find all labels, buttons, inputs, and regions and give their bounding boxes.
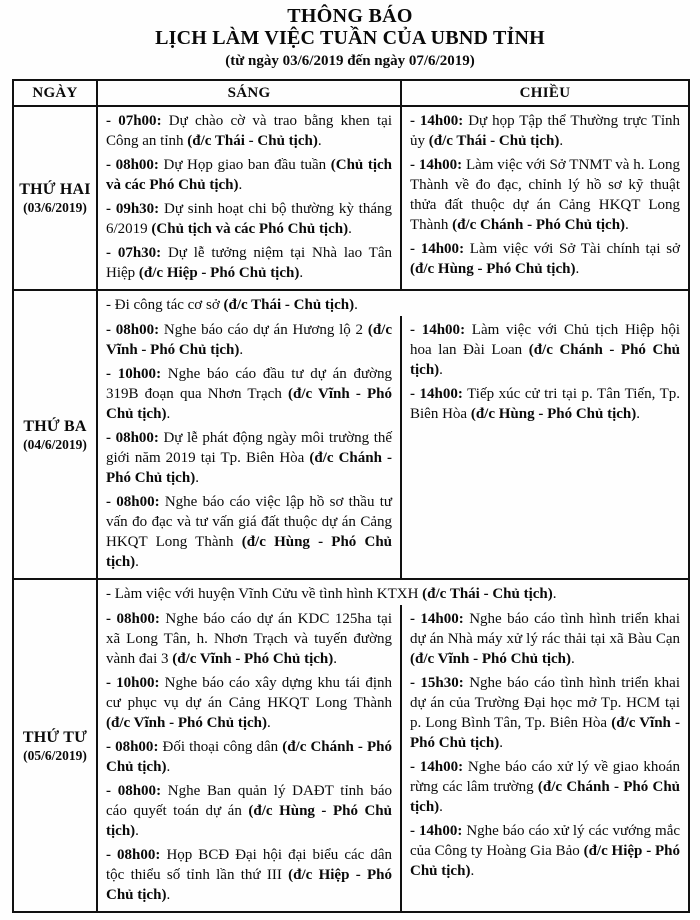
item-time: 14h00	[418, 823, 458, 839]
item-text: Nghe báo cáo dự án KDC 125ha tại xã Long Tân, h. Nhơn Trạch và tuyến đường vành đai 3	[106, 611, 393, 667]
item-time-prefix: - 15h30:	[410, 675, 464, 691]
day-date: (04/6/2019)	[23, 436, 87, 452]
item-text: Nghe báo cáo dự án Hương lộ 2	[163, 322, 364, 338]
schedule-item: - 07h00: Dự chào cờ và trao bằng khen tại Công an tỉnh (đ/c Thái - Chủ tịch).	[106, 113, 393, 149]
schedule-item: - 14h00: Nghe báo cáo tình hình triển khai dự án Nhà máy xử lý rác thải tại xã Bàu Cạn (đ/c Vĩnh - Phó Chủ tịch).	[410, 611, 680, 667]
schedule-item: - 08h00: Dự Họp giao ban đầu tuần (Chủ tịch và các Phó Chủ tịch).	[106, 157, 392, 193]
item-text: Dự Họp giao ban đầu tuần	[163, 157, 327, 173]
item-assignee-wrap: (đ/c Chánh - Phó Chủ tịch)	[452, 217, 626, 233]
item-time: 07h00	[118, 113, 157, 129]
item-time-prefix: - 14h00:	[410, 241, 465, 257]
notice-title: THÔNG BÁO	[287, 5, 413, 27]
day-name: THỨ TƯ	[22, 728, 88, 746]
item-time-prefix: - 07h00:	[106, 113, 162, 129]
item-time-prefix: - 14h00:	[410, 611, 464, 627]
afternoon-cell	[402, 107, 688, 289]
schedule-item: - 15h30: Nghe báo cáo tình hình triển khai dự án của Trường Đại học mở Tp. HCM tại p. Long Bình Tân, Tp. Biên Hòa (đ/c Vĩnh - Phó Chủ tịch).	[410, 675, 680, 751]
day-content-cell	[97, 579, 689, 912]
item-time: 14h00	[418, 157, 458, 173]
item-assignee-wrap: (Chủ tịch và các Phó Chủ tịch)	[151, 221, 349, 237]
item-assignee-wrap: (đ/c Hùng - Phó Chủ tịch)	[106, 803, 392, 839]
item-assignee: đ/c Vĩnh - Phó Chủ tịch	[106, 386, 393, 422]
schedule-item: - 10h00: Nghe báo cáo đầu tư dự án đường 319B đoạn qua Nhơn Trạch (đ/c Vĩnh - Phó Chủ tịch).	[106, 366, 393, 422]
item-text: Nghe báo cáo xây dựng khu tái định cư phục vụ dự án Cảng HKQT Long Thành	[106, 675, 392, 711]
item-time: 08h00	[116, 611, 155, 627]
day-name: THỨ BA	[23, 417, 87, 435]
item-assignee-wrap: (đ/c Thái - Chủ tịch)	[428, 133, 560, 149]
item-assignee: Chủ tịch và các Phó Chủ tịch	[156, 221, 344, 237]
item-assignee: đ/c Hùng - Phó Chủ tịch	[415, 261, 571, 277]
item-text: Làm việc với Chủ tịch Hiệp hội hoa lan Đài Loan	[410, 322, 680, 358]
item-text: Nghe báo cáo tình hình triển khai dự án Nhà máy xử lý rác thải tại xã Bàu Cạn	[410, 611, 680, 647]
item-time: 09h30	[115, 201, 155, 217]
morning-cell	[98, 107, 402, 289]
item-time: 08h00	[117, 847, 156, 863]
all-day-items	[98, 291, 688, 315]
item-time: 08h00	[115, 322, 155, 338]
item-assignee-wrap: (đ/c Vĩnh - Phó Chủ tịch)	[106, 322, 392, 358]
notice-date-range: (từ ngày 03/6/2019 đến ngày 07/6/2019)	[225, 53, 475, 69]
item-assignee: đ/c Hùng - Phó Chủ tịch	[106, 803, 392, 839]
item-assignee: đ/c Thái - Chủ tịch	[228, 297, 350, 313]
schedule-item: - 08h00: Nghe Ban quản lý DAĐT tỉnh báo cáo quyết toán dự án (đ/c Hùng - Phó Chủ tịch).	[106, 783, 392, 839]
morning-afternoon-columns	[98, 107, 688, 289]
schedule-row	[13, 106, 689, 290]
item-assignee: đ/c Hiệp - Phó Chủ tịch	[143, 265, 295, 281]
item-assignee: đ/c Thái - Chủ tịch	[192, 133, 313, 149]
item-time: 14h00	[419, 113, 459, 129]
day-date: (03/6/2019)	[23, 200, 87, 215]
schedule-item: - Làm việc với huyện Vĩnh Cửu về tình hình KTXH (đ/c Thái - Chủ tịch).	[106, 586, 557, 602]
item-assignee: đ/c Chánh - Phó Chủ tịch	[106, 450, 392, 486]
item-assignee-wrap: (đ/c Thái - Chủ tịch)	[187, 133, 318, 149]
item-text: Đi công tác cơ sở	[114, 297, 220, 313]
item-assignee-wrap: (đ/c Vĩnh - Phó Chủ tịch)	[410, 715, 680, 751]
item-time-prefix: - 10h00:	[106, 366, 162, 382]
item-text: Nghe báo cáo đầu tư dự án đường 319B đoạn qua Nhơn Trạch	[106, 366, 393, 402]
item-assignee: đ/c Thái - Chủ tịch	[433, 133, 555, 149]
schedule-item: - 08h00: Nghe báo cáo dự án Hương lộ 2 (đ/c Vĩnh - Phó Chủ tịch).	[106, 322, 392, 358]
item-assignee: đ/c Vĩnh - Phó Chủ tịch	[106, 322, 392, 358]
item-text: Dự họp Tập thể Thường trực Tỉnh ủy	[410, 113, 680, 149]
header-cell-afternoon: CHIỀU	[401, 80, 689, 106]
item-text: Làm việc với Sở TNMT và h. Long Thành về đo đạc, chỉnh lý hồ sơ kỹ thuật thửa đất thuộc dự án Cảng HKQT Long Thành	[410, 157, 681, 233]
item-text: Làm việc với Sở Tài chính tại sở	[469, 241, 681, 257]
item-time-prefix: - 14h00:	[410, 113, 464, 129]
item-text: Dự chào cờ và trao bằng khen tại Công an tỉnh	[106, 113, 393, 149]
schedule-item: - 14h00: Làm việc với Chủ tịch Hiệp hội hoa lan Đài Loan (đ/c Chánh - Phó Chủ tịch).	[410, 322, 681, 378]
day-content-cell	[97, 290, 689, 579]
day-name: THỨ HAI	[19, 181, 91, 198]
item-assignee-wrap: (đ/c Chánh - Phó Chủ tịch)	[106, 739, 393, 775]
schedule-row	[13, 579, 689, 912]
item-time: 08h00	[115, 739, 154, 755]
item-assignee-wrap: (đ/c Vĩnh - Phó Chủ tịch)	[410, 651, 572, 667]
schedule-item: - 08h00: Đối thoại công dân (đ/c Chánh - Phó Chủ tịch).	[106, 739, 393, 775]
item-assignee: Chủ tịch và các Phó Chủ tịch	[106, 157, 392, 193]
item-time-prefix: - 08h00:	[106, 494, 160, 510]
item-assignee: đ/c Thái - Chủ tịch	[427, 586, 548, 602]
item-time: 08h00	[115, 430, 154, 446]
day-content-cell	[97, 106, 689, 290]
schedule-item: - Đi công tác cơ sở (đ/c Thái - Chủ tịch).	[106, 297, 358, 313]
schedule-item: - 14h00: Dự họp Tập thể Thường trực Tỉnh ủy (đ/c Thái - Chủ tịch).	[410, 113, 680, 149]
item-time-prefix: - 08h00:	[106, 739, 159, 755]
item-assignee: đ/c Hùng - Phó Chủ tịch	[106, 534, 393, 570]
item-time: 15h30	[420, 675, 459, 691]
schedule-row	[13, 290, 689, 579]
schedule-item: - 14h00: Nghe báo cáo xử lý các vướng mắc của Công ty Hoàng Gia Bảo (đ/c Hiệp - Phó Chủ tịch).	[410, 823, 681, 879]
item-time: 10h00	[117, 366, 157, 382]
header-cell-morning: SÁNG	[97, 80, 401, 106]
item-assignee-wrap: (đ/c Vĩnh - Phó Chủ tịch)	[106, 386, 393, 422]
schedule-item: - 08h00: Nghe báo cáo dự án KDC 125ha tại xã Long Tân, h. Nhơn Trạch và tuyến đường vành đai 3 (đ/c Vĩnh - Phó Chủ tịch).	[106, 611, 393, 667]
schedule-item: - 14h00: Nghe báo cáo xử lý về giao khoán rừng các lâm trường (đ/c Chánh - Phó Chủ tịch).	[410, 759, 680, 815]
schedule-header-row	[13, 80, 689, 106]
item-time-prefix: - 08h00:	[106, 430, 159, 446]
item-assignee-wrap: (đ/c Vĩnh - Phó Chủ tịch)	[172, 651, 334, 667]
all-day-items	[98, 580, 688, 604]
schedule-item: - 08h00: Nghe báo cáo việc lập hồ sơ thầu tư vấn đo đạc và tư vấn giá đất thuộc dự án Cảng HKQT Long Thành (đ/c Hùng - Phó Chủ tịch).	[106, 494, 393, 570]
morning-cell	[98, 316, 402, 578]
item-assignee-wrap: (đ/c Chánh - Phó Chủ tịch)	[410, 779, 680, 815]
item-assignee-wrap: (đ/c Hùng - Phó Chủ tịch)	[106, 534, 393, 570]
item-assignee: đ/c Hiệp - Phó Chủ tịch	[106, 867, 392, 903]
item-time-prefix: - 14h00:	[410, 823, 463, 839]
item-assignee: đ/c Chánh - Phó Chủ tịch	[410, 779, 680, 815]
item-assignee-wrap: (đ/c Thái - Chủ tịch)	[223, 297, 355, 313]
day-cell	[13, 106, 97, 290]
item-time: 08h00	[116, 494, 155, 510]
item-text: Nghe báo cáo xử lý các vướng mắc của Công ty Hoàng Gia Bảo	[410, 823, 681, 859]
item-text: Đối thoại công dân	[162, 739, 279, 755]
item-text: Dự sinh hoạt chi bộ thường kỳ tháng 6/2019	[106, 201, 392, 237]
item-assignee-wrap: (đ/c Hùng - Phó Chủ tịch)	[410, 261, 576, 277]
item-assignee: đ/c Vĩnh - Phó Chủ tịch	[177, 651, 329, 667]
item-time: 14h00	[420, 241, 460, 257]
item-time-prefix: - 10h00:	[106, 675, 160, 691]
schedule-item: - 09h30: Dự sinh hoạt chi bộ thường kỳ tháng 6/2019 (Chủ tịch và các Phó Chủ tịch).	[106, 201, 392, 237]
item-assignee: đ/c Vĩnh - Phó Chủ tịch	[415, 651, 567, 667]
item-text: Nghe báo cáo xử lý về giao khoán rừng các lâm trường	[410, 759, 680, 795]
item-text: Làm việc với huyện Vĩnh Cửu về tình hình KTXH	[114, 586, 419, 602]
item-time: 10h00	[116, 675, 155, 691]
schedule-body	[13, 106, 689, 912]
afternoon-cell	[402, 316, 688, 578]
item-time-prefix: - 14h00:	[410, 759, 464, 775]
item-time-prefix: - 08h00:	[106, 847, 161, 863]
schedule-table	[12, 79, 690, 913]
afternoon-cell	[402, 605, 688, 911]
item-text: Họp BCĐ Đại hội đại biểu các dân tộc thiểu số tỉnh lần thứ III	[106, 847, 393, 883]
item-time-prefix: - 08h00:	[106, 783, 162, 799]
item-time-prefix: - 08h00:	[106, 611, 160, 627]
item-assignee-wrap: (Chủ tịch và các Phó Chủ tịch)	[106, 157, 392, 193]
item-time-prefix: - 07h30:	[106, 245, 162, 261]
item-time-prefix: - 08h00:	[106, 322, 160, 338]
item-assignee-wrap: (đ/c Hiệp - Phó Chủ tịch)	[410, 843, 680, 879]
item-time: 08h00	[115, 157, 154, 173]
item-text: Nghe báo cáo việc lập hồ sơ thầu tư vấn đo đạc và tư vấn giá đất thuộc dự án Cảng HKQT Long Thành	[106, 494, 392, 550]
item-assignee-wrap: (đ/c Chánh - Phó Chủ tịch)	[106, 450, 392, 486]
item-assignee-wrap: (đ/c Hiệp - Phó Chủ tịch)	[138, 265, 300, 281]
schedule-item: - 14h00: Làm việc với Sở TNMT và h. Long Thành về đo đạc, chỉnh lý hồ sơ kỹ thuật thửa đất thuộc dự án Cảng HKQT Long Thành (đ/c Chánh - Phó Chủ tịch).	[410, 157, 681, 233]
item-assignee: đ/c Hùng - Phó Chủ tịch	[475, 406, 632, 422]
item-time-prefix: - 08h00:	[106, 157, 159, 173]
item-time: 14h00	[421, 322, 461, 338]
item-assignee: đ/c Vĩnh - Phó Chủ tịch	[410, 715, 680, 751]
item-time-prefix: - 14h00:	[410, 157, 463, 173]
schedule-item: - 14h00: Tiếp xúc cử tri tại p. Tân Tiến, Tp. Biên Hòa (đ/c Hùng - Phó Chủ tịch).	[410, 386, 680, 422]
schedule-item: - 07h30: Dự lễ tưởng niệm tại Nhà lao Tân Hiệp (đ/c Hiệp - Phó Chủ tịch).	[106, 245, 392, 281]
schedule-item: - 08h00: Họp BCĐ Đại hội đại biểu các dân tộc thiểu số tỉnh lần thứ III (đ/c Hiệp - Phó Chủ tịch).	[106, 847, 393, 903]
item-text: Dự lễ phát động ngày môi trường thế giới năm 2019 tại Tp. Biên Hòa	[106, 430, 393, 466]
item-text: Tiếp xúc cử tri tại p. Tân Tiến, Tp. Biên Hòa	[410, 386, 680, 422]
item-assignee: đ/c Vĩnh - Phó Chủ tịch	[111, 715, 263, 731]
item-assignee-wrap: (đ/c Vĩnh - Phó Chủ tịch)	[106, 715, 268, 731]
notice-subtitle: LỊCH LÀM VIỆC TUẦN CỦA UBND TỈNH	[155, 27, 545, 49]
day-cell	[13, 579, 97, 912]
item-assignee: đ/c Chánh - Phó Chủ tịch	[457, 217, 621, 233]
item-time: 14h00	[420, 611, 459, 627]
notice-header	[0, 0, 700, 71]
morning-cell	[98, 605, 402, 911]
item-assignee: đ/c Hiệp - Phó Chủ tịch	[410, 843, 680, 879]
item-time: 14h00	[419, 759, 459, 775]
item-time-prefix: - 14h00:	[410, 386, 463, 402]
item-text: Nghe Ban quản lý DAĐT tỉnh báo cáo quyết toán dự án	[106, 783, 392, 819]
item-assignee: đ/c Chánh - Phó Chủ tịch	[410, 342, 681, 378]
item-time-prefix: - 09h30:	[106, 201, 160, 217]
item-assignee: đ/c Chánh - Phó Chủ tịch	[106, 739, 393, 775]
schedule-item: - 08h00: Dự lễ phát động ngày môi trường thế giới năm 2019 tại Tp. Biên Hòa (đ/c Chánh - Phó Chủ tịch).	[106, 430, 393, 486]
item-time: 14h00	[419, 386, 458, 402]
item-assignee-wrap: (đ/c Hùng - Phó Chủ tịch)	[470, 406, 637, 422]
item-assignee-wrap: (đ/c Thái - Chủ tịch)	[422, 586, 553, 602]
schedule-item: - 10h00: Nghe báo cáo xây dựng khu tái định cư phục vụ dự án Cảng HKQT Long Thành (đ/c Vĩnh - Phó Chủ tịch).	[106, 675, 392, 731]
item-time: 07h30	[117, 245, 157, 261]
morning-afternoon-columns	[98, 605, 688, 911]
schedule-item: - 14h00: Làm việc với Sở Tài chính tại sở (đ/c Hùng - Phó Chủ tịch).	[410, 241, 681, 277]
item-assignee-wrap: (đ/c Hiệp - Phó Chủ tịch)	[106, 867, 392, 903]
header-cell-day: NGÀY	[13, 80, 97, 106]
item-text: Dự lễ tưởng niệm tại Nhà lao Tân Hiệp	[106, 245, 392, 281]
item-time-prefix: - 14h00:	[410, 322, 466, 338]
item-text: Nghe báo cáo tình hình triển khai dự án của Trường Đại học mở Tp. HCM tại p. Long Bình Tân, Tp. Biên Hòa	[410, 675, 680, 731]
item-assignee-wrap: (đ/c Chánh - Phó Chủ tịch)	[410, 342, 681, 378]
day-date: (05/6/2019)	[23, 747, 87, 763]
morning-afternoon-columns	[98, 316, 688, 578]
item-time: 08h00	[117, 783, 157, 799]
day-cell	[13, 290, 97, 579]
